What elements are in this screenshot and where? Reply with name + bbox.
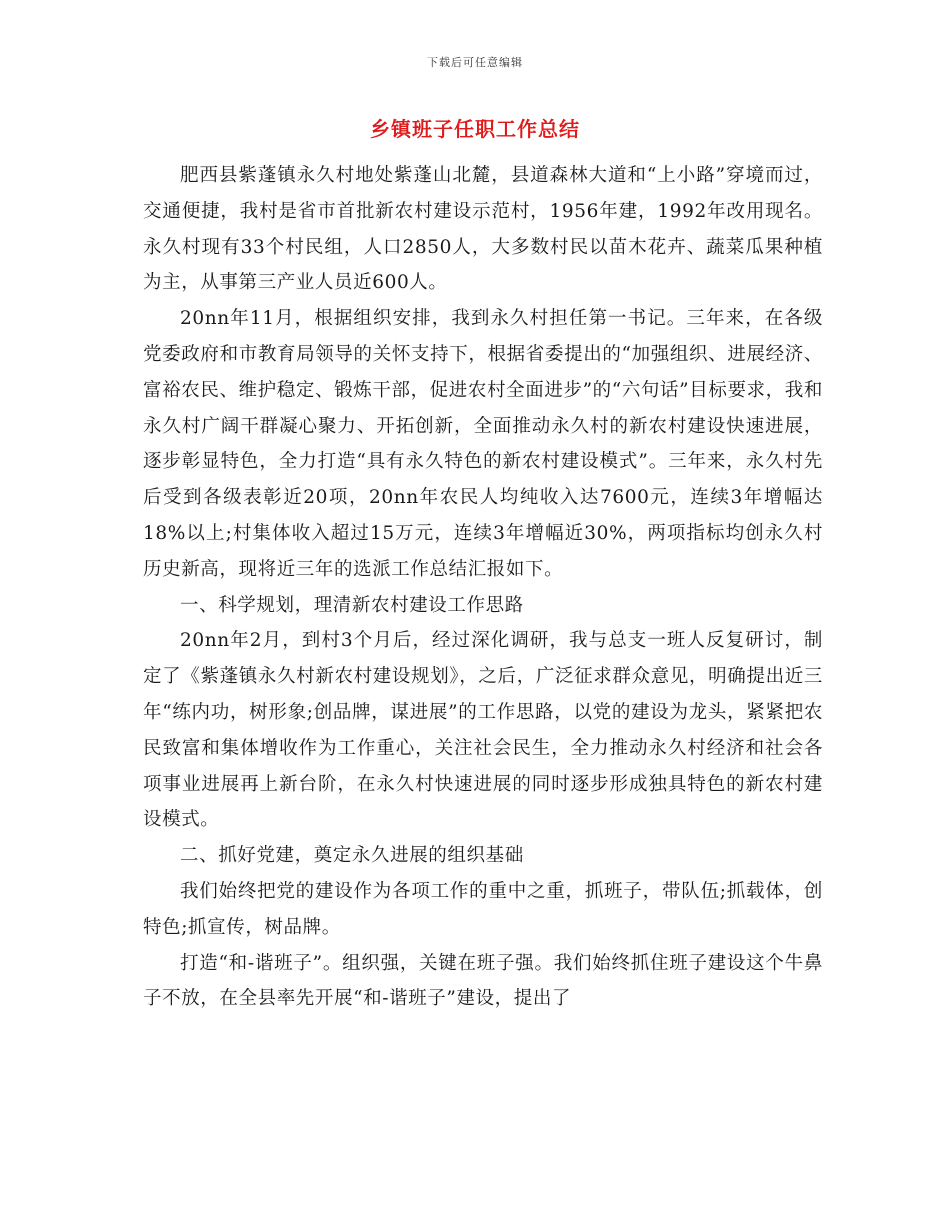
paragraph-overview: 20nn年11月，根据组织安排，我到永久村担任第一书记。三年来，在各级党委政府和市教育局领导的关怀支持下，根据省委提出的“加强组织、进展经济、富裕农民、维护稳定、锻炼干部，促进农村全面进步”的“六句话”目标要求，我和永久村广阔干群凝心聚力、开拓创新，全面推动永久村的新农村建设快速进展，逐步彰显特色，全力打造“具有永久特色的新农村建设模式”。三年来，永久村先后受到各级表彰近20项，20nn年农民人均纯收入达7600元，连续3年增幅达18%以上;村集体收入超过15万元，连续3年增幅近30%，两项指标均创永久村历史新高，现将近三年的选派工作总结汇报如下。 <box>143 308 823 580</box>
document-body <box>143 158 823 1017</box>
paragraph-planning: 20nn年2月，到村3个月后，经过深化调研，我与总支一班人反复研讨，制定了《紫蓬镇永久村新农村建设规划》，之后，广泛征求群众意见，明确提出近三年“练内功，树形象;创品牌，谋进展”的工作思路，以党的建设为龙头，紧紧把农民致富和集体增收作为工作重心，关注社会民生，全力推动永久村经济和社会各项事业进展再上新台阶，在永久村快速进展的同时逐步形成独具特色的新农村建设模式。 <box>143 630 823 831</box>
section-heading-1: 一、科学规划，理清新农村建设工作思路 <box>180 594 524 616</box>
header-note: 下载后可任意编辑 <box>427 56 523 69</box>
document-title: 乡镇班子任职工作总结 <box>370 117 580 141</box>
paragraph-party-building: 我们始终把党的建设作为各项工作的重中之重，抓班子，带队伍;抓载体，创特色;抓宣传，树品牌。 <box>143 880 823 938</box>
paragraph-harmonious-team: 打造“和-谐班子”。组织强，关键在班子强。我们始终抓住班子建设这个牛鼻子不放，在全县率先开展“和-谐班子”建设，提出了 <box>143 952 823 1010</box>
section-heading-2: 二、抓好党建，奠定永久进展的组织基础 <box>180 845 524 867</box>
paragraph-intro: 肥西县紫蓬镇永久村地处紫蓬山北麓，县道森林大道和“上小路”穿境而过，交通便捷，我村是省市首批新农村建设示范村，1956年建，1992年改用现名。永久村现有33个村民组，人口2850人，大多数村民以苗木花卉、蔬菜瓜果种植为主，从事第三产业人员近600人。 <box>143 165 823 294</box>
